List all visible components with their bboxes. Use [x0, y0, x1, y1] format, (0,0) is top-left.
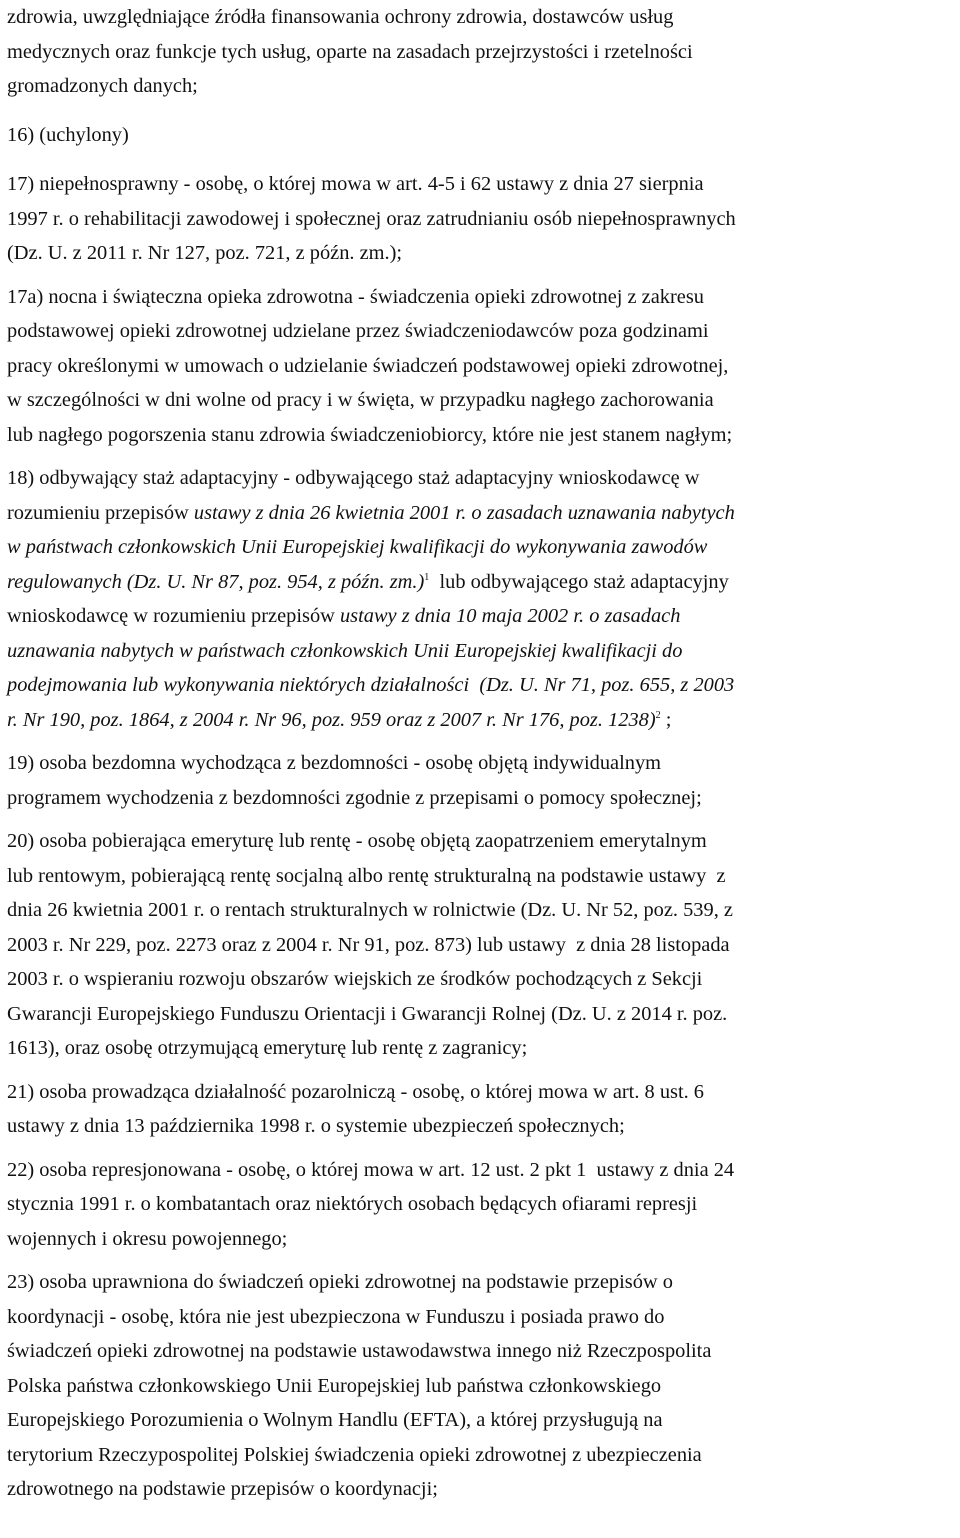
paragraph-20 [7, 824, 955, 1066]
document-page [7, 0, 955, 1507]
text-line: 1997 r. o rehabilitacji zawodowej i społecznej oraz zatrudnianiu osób niepełnosprawnych [7, 207, 736, 230]
text-run-italic: ustawy z dnia 10 maja 2002 r. o zasadach [339, 605, 681, 628]
paragraph-gap [7, 1144, 955, 1153]
text-line: podstawowej opieki zdrowotnej udzielane przez świadczeniodawców poza godzinami [7, 320, 709, 343]
text-line: pracy określonymi w umowach o udzielanie świadczeń podstawowej opieki zdrowotnej, [7, 354, 729, 377]
text-line: Europejskiego Porozumienia o Wolnym Handlu (EFTA), a której przysługują na [7, 1409, 663, 1432]
text-line: 23) osoba uprawniona do świadczeń opieki zdrowotnej na podstawie przepisów o [7, 1271, 673, 1294]
text-line: 18) odbywający staż adaptacyjny - odbywającego staż adaptacyjny wnioskodawcę w [7, 467, 700, 490]
text-line: zdrowia, uwzględniające źródła finansowania ochrony zdrowia, dostawców usług [7, 6, 674, 28]
paragraph-16 [7, 118, 955, 153]
paragraph-gap [7, 737, 955, 746]
text-run-italic: regulowanych (Dz. U. Nr 87, poz. 954, z późn. zm.) [7, 570, 425, 593]
text-line: dnia 26 kwietnia 2001 r. o rentach strukturalnych w rolnictwie (Dz. U. Nr 52, poz. 539, z [7, 899, 733, 922]
text-line: koordynacji - osobę, która nie jest ubezpieczona w Funduszu i posiada prawo do [7, 1305, 665, 1328]
text-line [7, 703, 955, 738]
paragraph-21 [7, 1075, 955, 1144]
paragraph-intro [7, 0, 955, 104]
text-line: (Dz. U. z 2011 r. Nr 127, poz. 721, z późn. zm.); [7, 242, 403, 265]
paragraph-gap [7, 452, 955, 461]
paragraph-17 [7, 167, 955, 271]
text-line: 1613), oraz osobę otrzymującą emeryturę lub rentę z zagranicy; [7, 1037, 528, 1060]
text-line: lub nagłego pogorszenia stanu zdrowia świadczeniobiorcy, które nie jest stanem nagłym; [7, 423, 733, 446]
text-run: lub odbywającego staż adaptacyjny [429, 570, 729, 593]
paragraph-gap [7, 1256, 955, 1265]
text-line: medycznych oraz funkcje tych usług, oparte na zasadach przejrzystości i rzetelności [7, 40, 693, 63]
text-line: 22) osoba represjonowana - osobę, o której mowa w art. 12 ust. 2 pkt 1 ustawy z dnia 24 [7, 1158, 735, 1181]
text-run-italic: ustawy z dnia 26 kwietnia 2001 r. o zasadach uznawania nabytych [193, 501, 735, 524]
text-line: w szczególności w dni wolne od pracy i w święta, w przypadku nagłego zachorowania [7, 389, 714, 412]
text-line: zdrowotnego na podstawie przepisów o koordynacji; [7, 1478, 438, 1501]
text-line: terytorium Rzeczypospolitej Polskiej świadczenia opieki zdrowotnej z ubezpieczenia [7, 1443, 702, 1466]
text-line-italic: podejmowania lub wykonywania niektórych działalności (Dz. U. Nr 71, poz. 655, z 2003 [7, 674, 735, 697]
paragraph-gap [7, 815, 955, 824]
paragraph-gap [7, 153, 955, 168]
text-run: wnioskodawcę w rozumieniu przepisów [7, 605, 340, 628]
text-run-italic: r. Nr 190, poz. 1864, z 2004 r. Nr 96, poz. 959 oraz z 2007 r. Nr 176, poz. 1238) [7, 708, 656, 731]
text-line: świadczeń opieki zdrowotnej na podstawie ustawodawstwa innego niż Rzeczpospolita [7, 1340, 712, 1363]
text-line: stycznia 1991 r. o kombatantach oraz niektórych osobach będących ofiarami represji [7, 1193, 698, 1216]
text-line: Gwarancji Europejskiego Funduszu Orientacji i Gwarancji Rolnej (Dz. U. z 2014 r. poz. [7, 1002, 728, 1025]
text-line: 2003 r. Nr 229, poz. 2273 oraz z 2004 r. Nr 91, poz. 873) lub ustawy z dnia 28 listopada [7, 933, 730, 956]
text-line: 16) (uchylony) [7, 124, 129, 147]
text-run: rozumieniu przepisów [7, 501, 194, 524]
paragraph-19 [7, 746, 955, 815]
text-line: lub rentowym, pobierającą rentę socjalną albo rentę strukturalną na podstawie ustawy z [7, 864, 726, 887]
paragraph-23 [7, 1265, 955, 1507]
text-line: 17a) nocna i świąteczna opieka zdrowotna - świadczenia opieki zdrowotnej z zakresu [7, 285, 704, 308]
text-line-italic: w państwach członkowskich Unii Europejskiej kwalifikacji do wykonywania zawodów [7, 536, 708, 559]
text-line-italic: uznawania nabytych w państwach członkowskich Unii Europejskiej kwalifikacji do [7, 639, 683, 662]
text-line: 2003 r. o wspieraniu rozwoju obszarów wiejskich ze środków pochodzących z Sekcji [7, 968, 703, 991]
text-line: gromadzonych danych; [7, 75, 198, 97]
paragraph-22 [7, 1153, 955, 1257]
footnote-marker: 1 [424, 571, 430, 583]
paragraph-gap [7, 271, 955, 280]
text-line: 17) niepełnosprawny - osobę, o której mowa w art. 4-5 i 62 ustawy z dnia 27 sierpnia [7, 173, 704, 196]
text-line [7, 565, 955, 600]
text-line: wojennych i okresu powojennego; [7, 1227, 288, 1250]
text-line [7, 496, 955, 531]
paragraph-gap [7, 104, 955, 119]
text-line [7, 599, 955, 634]
text-line: programem wychodzenia z bezdomności zgodnie z przepisami o pomocy społecznej; [7, 786, 702, 809]
text-line: Polska państwa członkowskiego Unii Europejskiej lub państwa członkowskiego [7, 1374, 662, 1397]
text-line: 21) osoba prowadząca działalność pozarolniczą - osobę, o której mowa w art. 8 ust. 6 [7, 1080, 705, 1103]
text-line: ustawy z dnia 13 października 1998 r. o systemie ubezpieczeń społecznych; [7, 1115, 625, 1138]
text-line: 20) osoba pobierająca emeryturę lub rentę - osobę objętą zaopatrzeniem emerytalnym [7, 830, 707, 853]
paragraph-18 [7, 461, 955, 737]
footnote-marker: 2 [655, 709, 661, 721]
paragraph-17a [7, 280, 955, 453]
text-line: 19) osoba bezdomna wychodząca z bezdomności - osobę objętą indywidualnym [7, 752, 662, 775]
paragraph-gap [7, 1066, 955, 1075]
text-run: ; [660, 708, 672, 731]
